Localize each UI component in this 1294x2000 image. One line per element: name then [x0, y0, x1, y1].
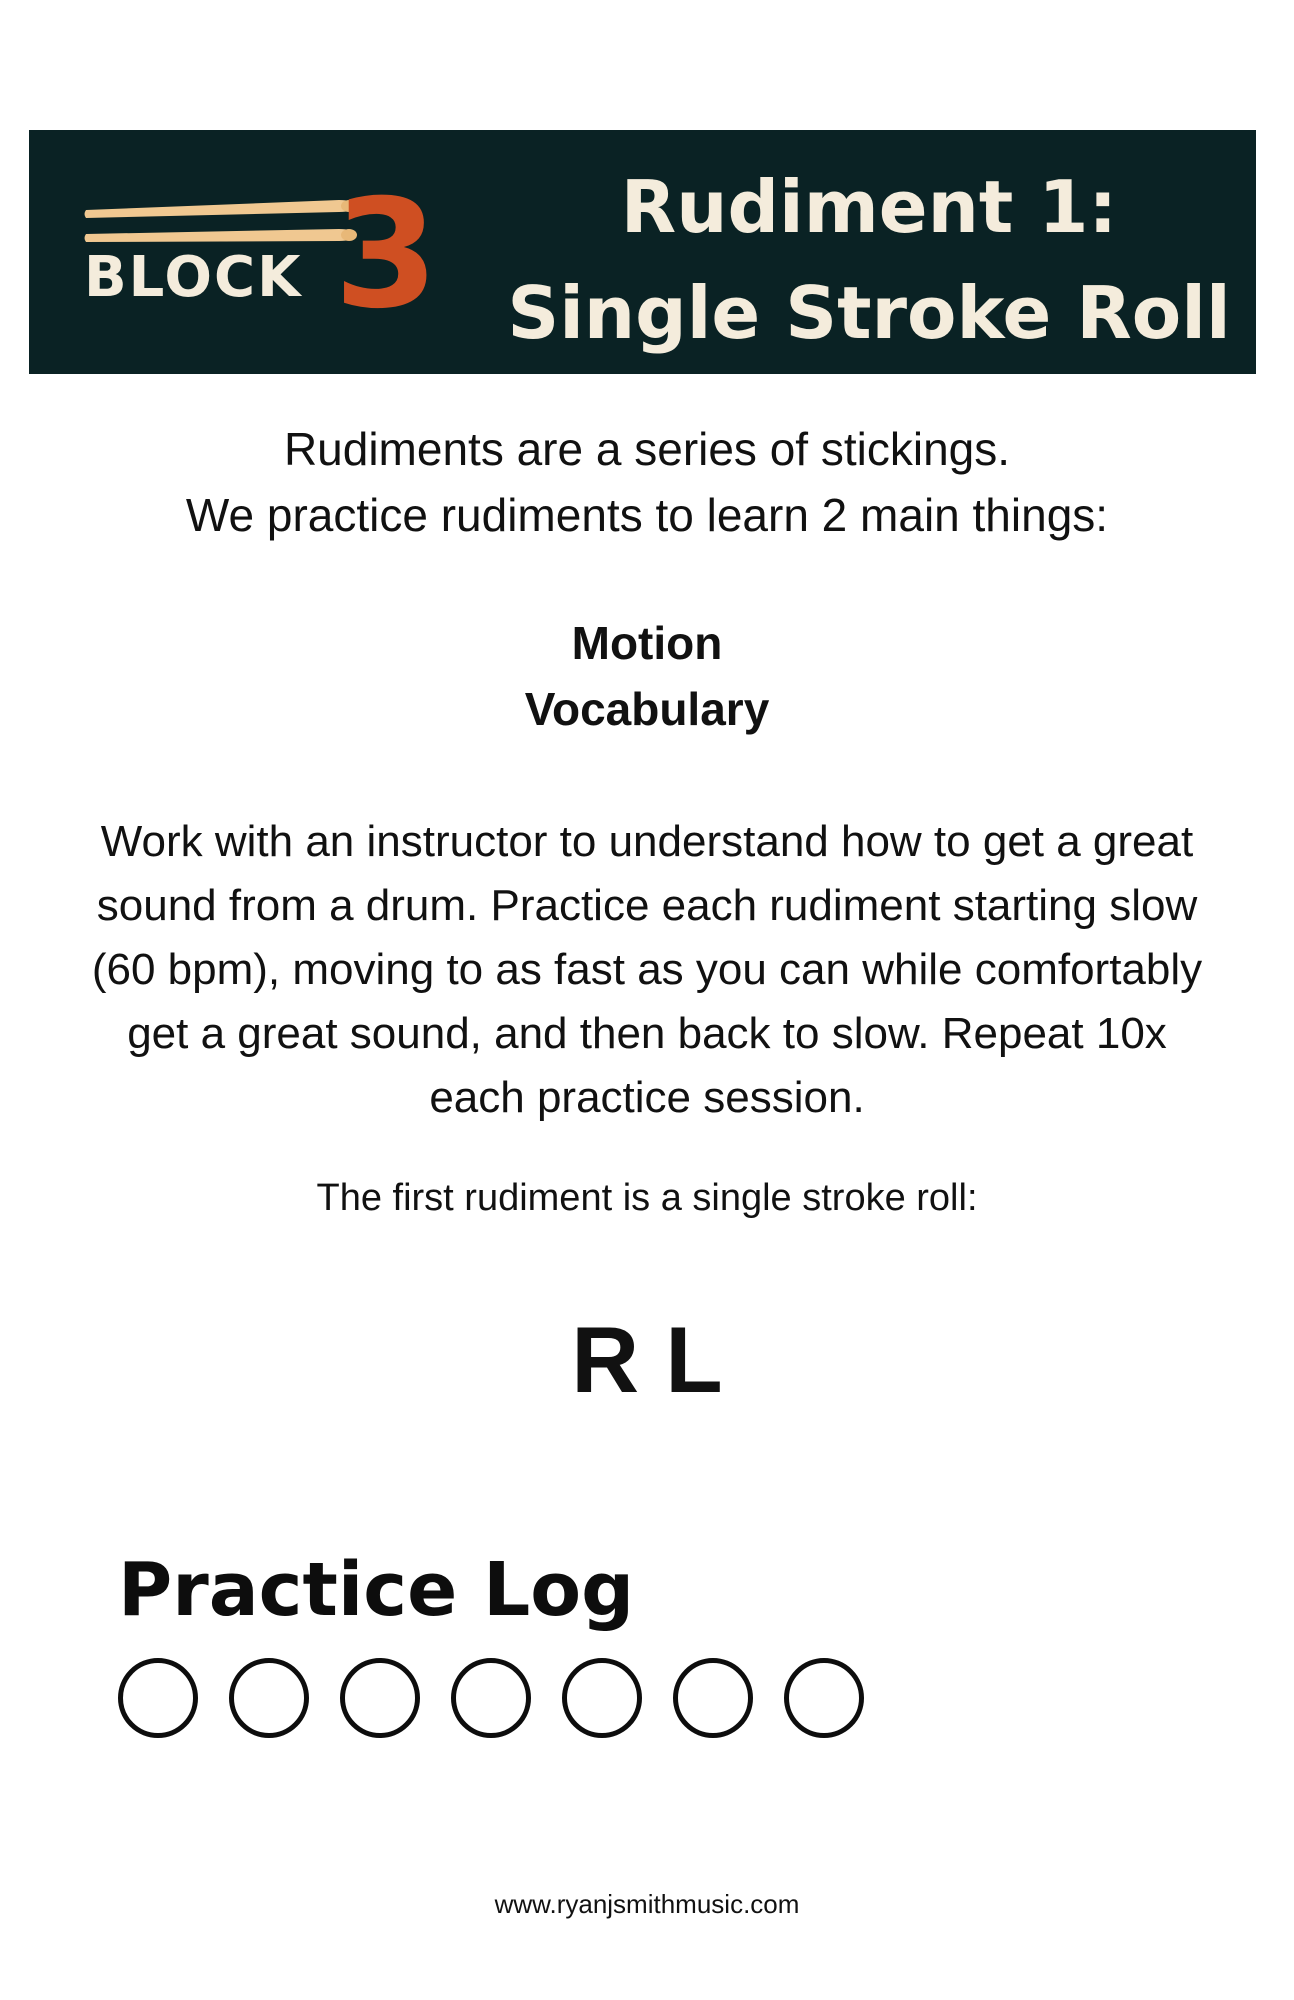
practice-log-checkbox-1[interactable] [118, 1658, 198, 1738]
drumsticks-icon [85, 200, 358, 242]
website-link[interactable]: www.ryanjsmithmusic.com [494, 1889, 800, 1919]
title-line-2: Single Stroke Roll [507, 271, 1231, 355]
title-line-1: Rudiment 1: [620, 165, 1118, 249]
intro-line-1: Rudiments are a series of stickings. [283, 423, 1011, 475]
key-things-list [0, 610, 1294, 742]
practice-log-checkbox-2[interactable] [229, 1658, 309, 1738]
practice-log-checkboxes [118, 1658, 864, 1738]
sticking-pattern: R L [571, 1307, 723, 1412]
practice-log-checkbox-4[interactable] [451, 1658, 531, 1738]
practice-log-checkbox-6[interactable] [673, 1658, 753, 1738]
header-banner [29, 130, 1256, 374]
intro-line-2: We practice rudiments to learn 2 main things: [185, 489, 1109, 541]
block3-logo [84, 188, 484, 318]
key-thing-motion: Motion [571, 617, 723, 669]
key-thing-vocabulary: Vocabulary [524, 683, 770, 735]
page-title [499, 154, 1239, 366]
practice-log-checkbox-3[interactable] [340, 1658, 420, 1738]
first-rudiment-text: The first rudiment is a single stroke roll: [316, 1177, 978, 1219]
practice-log-checkbox-7[interactable] [784, 1658, 864, 1738]
logo-number: 3 [334, 188, 439, 318]
logo-block-text: BLOCK [84, 245, 303, 310]
instructions-paragraph: Work with an instructor to understand how to get a great sound from a drum. Practice each rudiment starting slow (60 bpm), moving to as fast as you can while comfortably get a great sound, and then back to slow. Repeat 10x each practice session. [91, 817, 1203, 1122]
intro-text [0, 416, 1294, 548]
practice-log-title: Practice Log [118, 1547, 635, 1633]
practice-log-checkbox-5[interactable] [562, 1658, 642, 1738]
